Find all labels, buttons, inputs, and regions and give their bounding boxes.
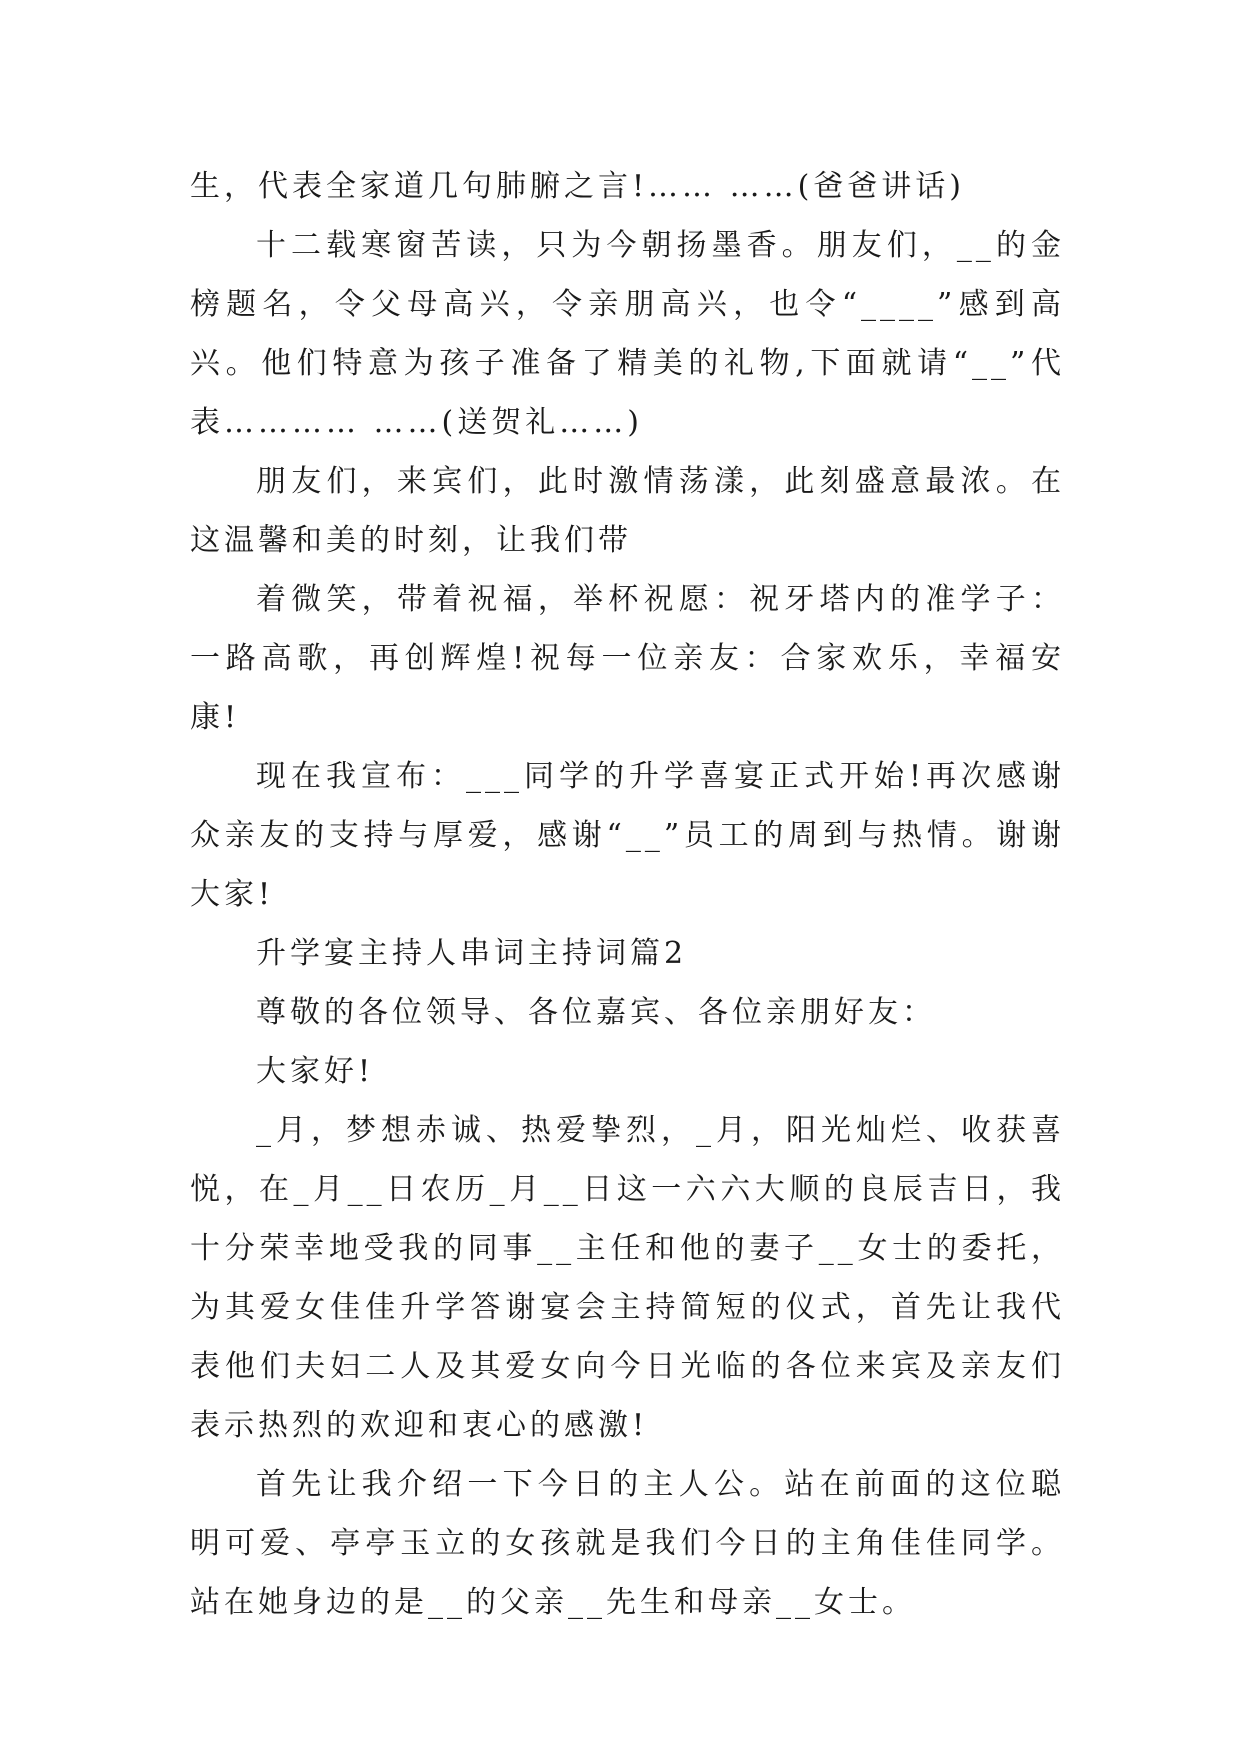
section-heading: 升学宴主持人串词主持词篇2 (256, 936, 688, 971)
paragraph-9: _月，梦想赤诚、热爱挚烈，_月，阳光灿烂、收获喜悦，在_月__日农历_月__日这一六六大顺的良辰吉日，我十分荣幸地受我的同事__主任和他的妻子__女士的委托，为其爱女佳佳升学答谢宴会主持简短的仪式，首先让我代表他们夫妇二人及其爱女向今日光临的各位来宾及亲友们表示热烈的欢迎和衷心的感激! (190, 1113, 1065, 1443)
paragraph-3: 朋友们，来宾们，此时激情荡漾，此刻盛意最浓。在这温馨和美的时刻，让我们带 (190, 464, 1065, 558)
salutation: 尊敬的各位领导、各位嘉宾、各位亲朋好友： (256, 995, 936, 1030)
paragraph-1: 生，代表全家道几句肺腑之言!…… ……(爸爸讲话) (190, 169, 965, 204)
greeting: 大家好! (256, 1054, 375, 1089)
paragraph-4: 着微笑，带着祝福，举杯祝愿：祝牙塔内的准学子：一路高歌，再创辉煌!祝每一位亲友：合家欢乐，幸福安康! (190, 582, 1065, 735)
paragraph-5: 现在我宣布：___同学的升学喜宴正式开始!再次感谢众亲友的支持与厚爱，感谢“__”员工的周到与热情。谢谢大家! (190, 759, 1065, 912)
paragraph-2: 十二载寒窗苦读，只为今朝扬墨香。朋友们，__的金榜题名，令父母高兴，令亲朋高兴，也令“____”感到高兴。他们特意为孩子准备了精美的礼物,下面就请“__”代表………… ……(送贺礼……) (190, 228, 1065, 440)
paragraph-10: 首先让我介绍一下今日的主人公。站在前面的这位聪明可爱、亭亭玉立的女孩就是我们今日的主角佳佳同学。站在她身边的是__的父亲__先生和母亲__女士。 (190, 1467, 1065, 1620)
document-body (190, 157, 1065, 1632)
